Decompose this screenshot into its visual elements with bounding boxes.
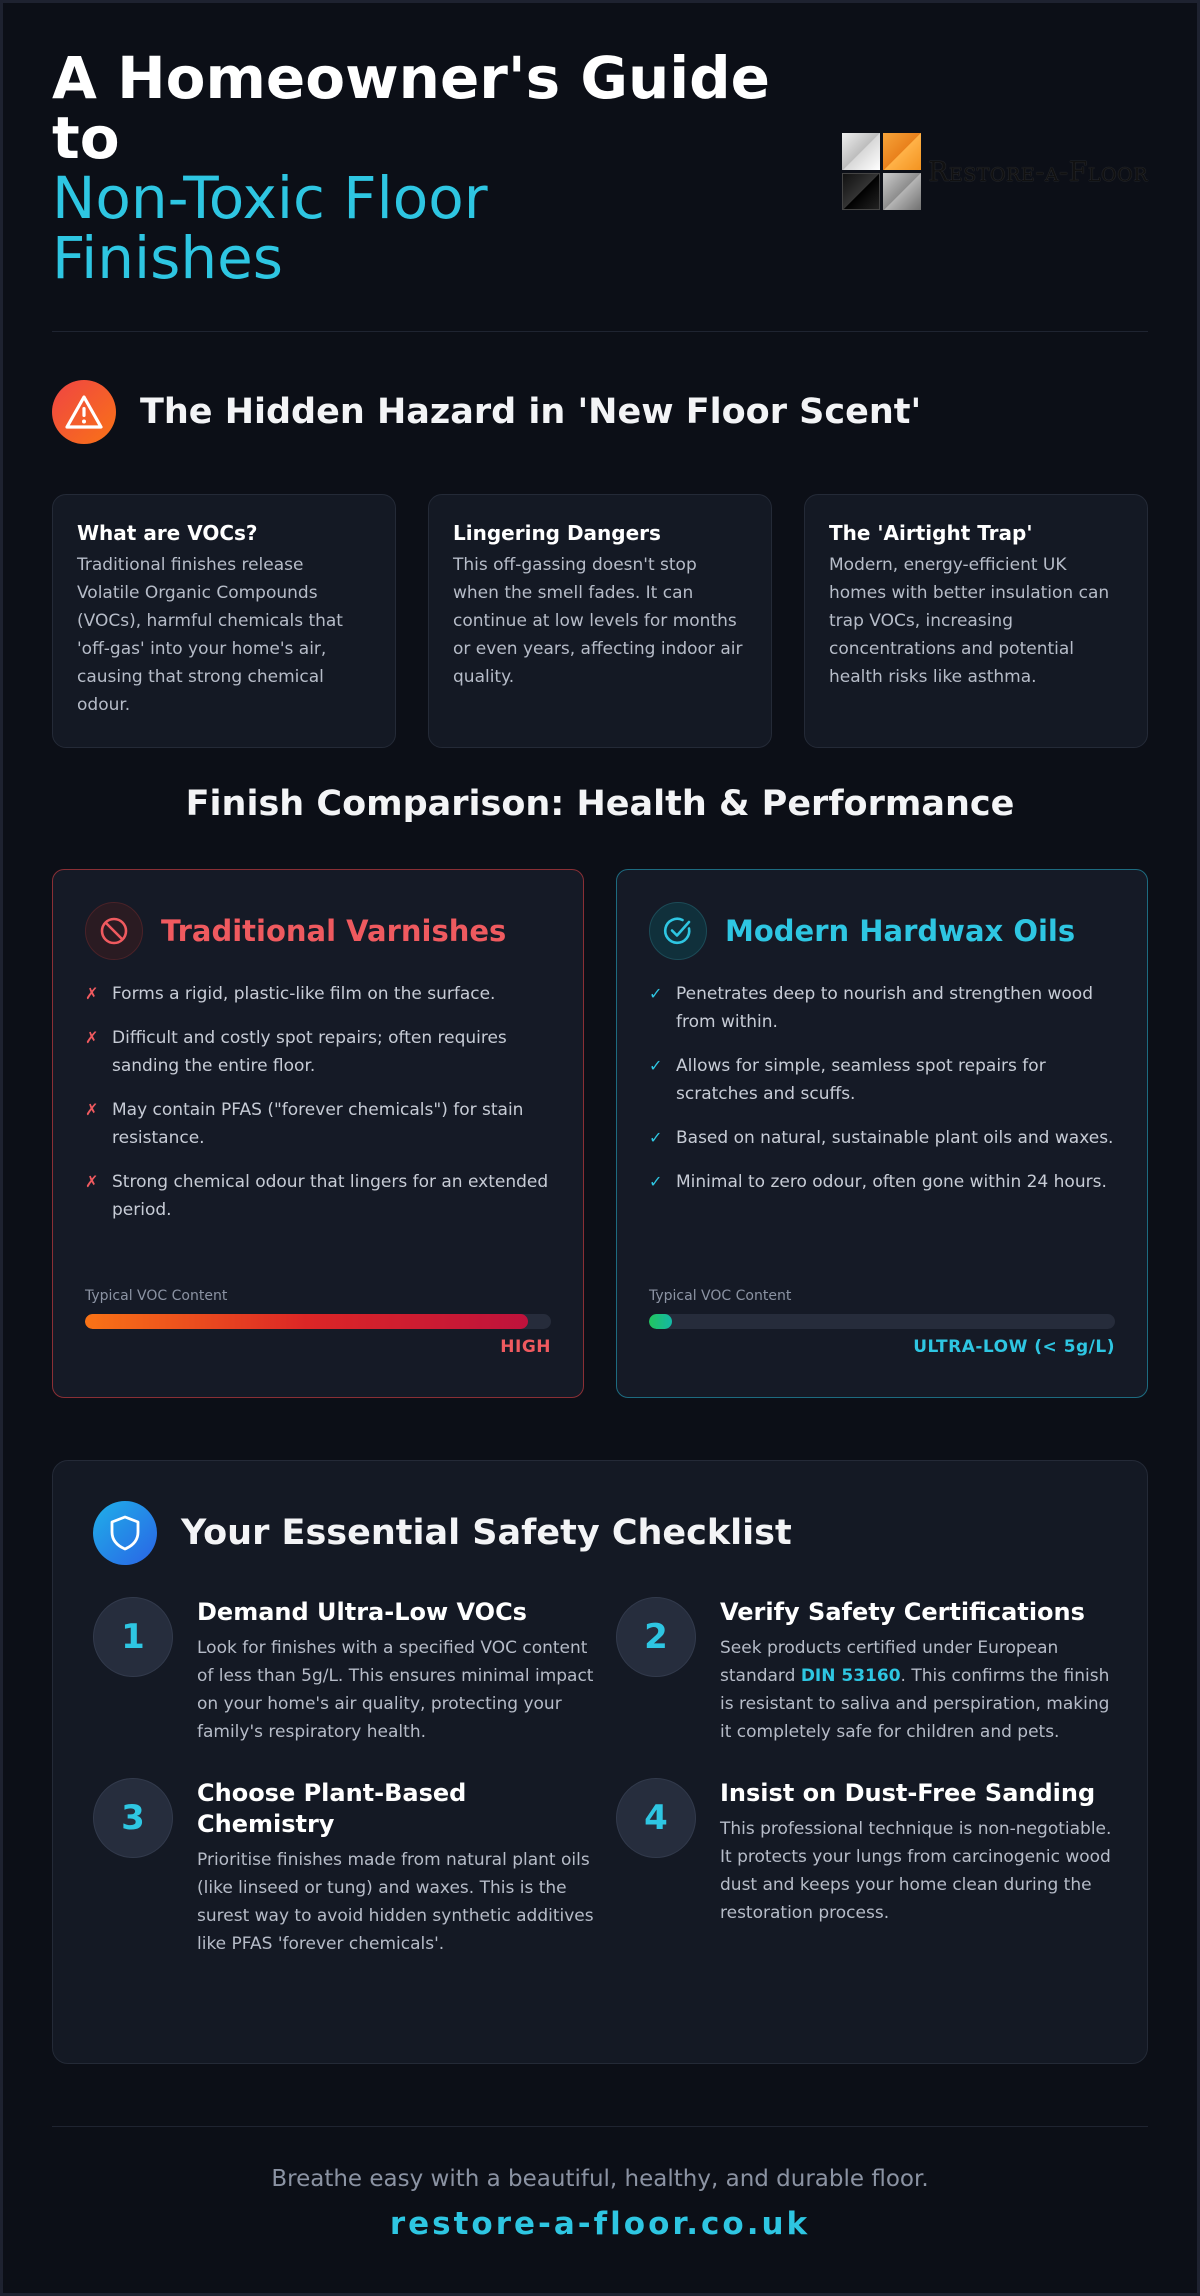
cross-icon: ✗ [85,1028,99,1047]
hazard-section [52,380,1148,748]
checklist-step [93,1778,616,1958]
step-body: Seek products certified under European standard DIN 53160. This confirms the finish is resistant to saliva and perspiration, making it completely safe for children and pets. [720,1638,1110,1742]
step-title: Insist on Dust-Free Sanding [720,1779,1096,1807]
modern-list [649,980,1115,1196]
voc-bar-fill [85,1314,528,1329]
comparison-section [52,784,1148,1398]
list-item: ✓ Allows for simple, seamless spot repairs for scratches and scuffs. [649,1052,1115,1108]
panel-header [85,902,551,960]
comparison-title: Finish Comparison: Health & Performance [185,784,1015,824]
hazard-header [52,380,1148,444]
card-body: Traditional finishes release Volatile Organic Compounds (VOCs), harmful chemicals that 'off-gas' into your home's air, causing that strong chemical odour. [77,555,343,715]
card-title: What are VOCs? [77,521,258,545]
step-body: Prioritise finishes made from natural plant oils (like linseed or tung) and waxes. This is the surest way to avoid hidden synthetic additives like PFAS 'forever chemicals'. [197,1850,594,1954]
panel-header [649,902,1115,960]
list-item: ✗ May contain PFAS ("forever chemicals") for stain resistance. [85,1096,551,1152]
voc-label: Typical VOC Content [85,1288,228,1304]
step-body: Look for finishes with a specified VOC content of less than 5g/L. This ensures minimal impact on your home's air quality, protecting your family's respiratory health. [197,1638,594,1742]
panel-title: Modern Hardwax Oils [725,914,1076,948]
check-circle-icon [649,902,707,960]
step-body: This professional technique is non-negotiable. It protects your lungs from carcinogenic wood dust and keeps your home clean during the restoration process. [720,1819,1112,1923]
list-item: ✗ Forms a rigid, plastic-like film on the surface. [85,980,551,1008]
shield-icon [93,1501,157,1565]
page-title-line2: Non-Toxic Floor Finishes [52,164,488,292]
page-title-line1: A Homeowner's Guide to [52,44,771,172]
hazard-title: The Hidden Hazard in 'New Floor Scent' [140,392,922,432]
voc-bar-fill [649,1314,672,1329]
step-title: Verify Safety Certifications [720,1598,1085,1626]
step-title: Choose Plant-Based Chemistry [197,1779,467,1838]
hazard-card [804,494,1148,748]
traditional-varnishes-panel [52,869,584,1398]
prohibited-icon [85,902,143,960]
voc-bar-track [85,1314,551,1329]
step-number: 1 [93,1597,173,1677]
step-title: Demand Ultra-Low VOCs [197,1598,527,1626]
cross-icon: ✗ [85,1100,99,1119]
divider [52,331,1148,332]
hazard-card [428,494,772,748]
step-number: 2 [616,1597,696,1677]
voc-value: ULTRA-LOW (< 5g/L) [913,1337,1115,1357]
logo-mark-icon [842,133,922,211]
brand-logo [842,133,1148,211]
comparison-panels [52,869,1148,1398]
voc-bar-track [649,1314,1115,1329]
voc-value: HIGH [500,1337,551,1357]
list-item: ✓ Minimal to zero odour, often gone within 24 hours. [649,1168,1115,1196]
panel-title: Traditional Varnishes [161,914,507,948]
checklist-step [616,1597,1139,1746]
footer-tagline: Breathe easy with a beautiful, healthy, and durable floor. [271,2166,929,2192]
list-item: ✓ Based on natural, sustainable plant oils and waxes. [649,1124,1115,1152]
hazard-card [52,494,396,748]
modern-hardwax-oils-panel [616,869,1148,1398]
divider [52,2126,1148,2127]
website-link[interactable]: restore-a-floor.co.uk [389,2206,811,2242]
check-icon: ✓ [649,1172,663,1191]
list-item: ✗ Strong chemical odour that lingers for an extended period. [85,1168,551,1224]
header [52,44,1148,298]
step-number: 3 [93,1778,173,1858]
voc-meter [85,1288,551,1357]
hazard-cards [52,494,1148,748]
cross-icon: ✗ [85,984,99,1003]
check-icon: ✓ [649,1056,663,1075]
voc-meter [649,1288,1115,1357]
checklist-header [93,1501,1107,1565]
card-title: The 'Airtight Trap' [829,521,1033,545]
checklist-step [93,1597,616,1746]
checklist-step [616,1778,1139,1958]
checklist-title: Your Essential Safety Checklist [181,1513,792,1553]
card-title: Lingering Dangers [453,521,661,545]
warning-triangle-icon [52,380,116,444]
logo-text: Restore-a-Floor [928,156,1148,188]
traditional-list [85,980,551,1224]
list-item: ✓ Penetrates deep to nourish and strengthen wood from within. [649,980,1115,1036]
check-icon: ✓ [649,984,663,1003]
cross-icon: ✗ [85,1172,99,1191]
check-icon: ✓ [649,1128,663,1147]
standard-highlight: DIN 53160 [800,1666,901,1686]
step-number: 4 [616,1778,696,1858]
list-item: ✗ Difficult and costly spot repairs; often requires sanding the entire floor. [85,1024,551,1080]
checklist-steps [93,1597,1112,1958]
card-body: This off-gassing doesn't stop when the smell fades. It can continue at low levels for months or even years, affecting indoor air quality. [453,555,743,687]
voc-label: Typical VOC Content [649,1288,792,1304]
safety-checklist [52,1460,1148,2064]
footer [52,2166,1148,2242]
card-body: Modern, energy-efficient UK homes with better insulation can trap VOCs, increasing concentrations and potential health risks like asthma. [829,555,1110,687]
